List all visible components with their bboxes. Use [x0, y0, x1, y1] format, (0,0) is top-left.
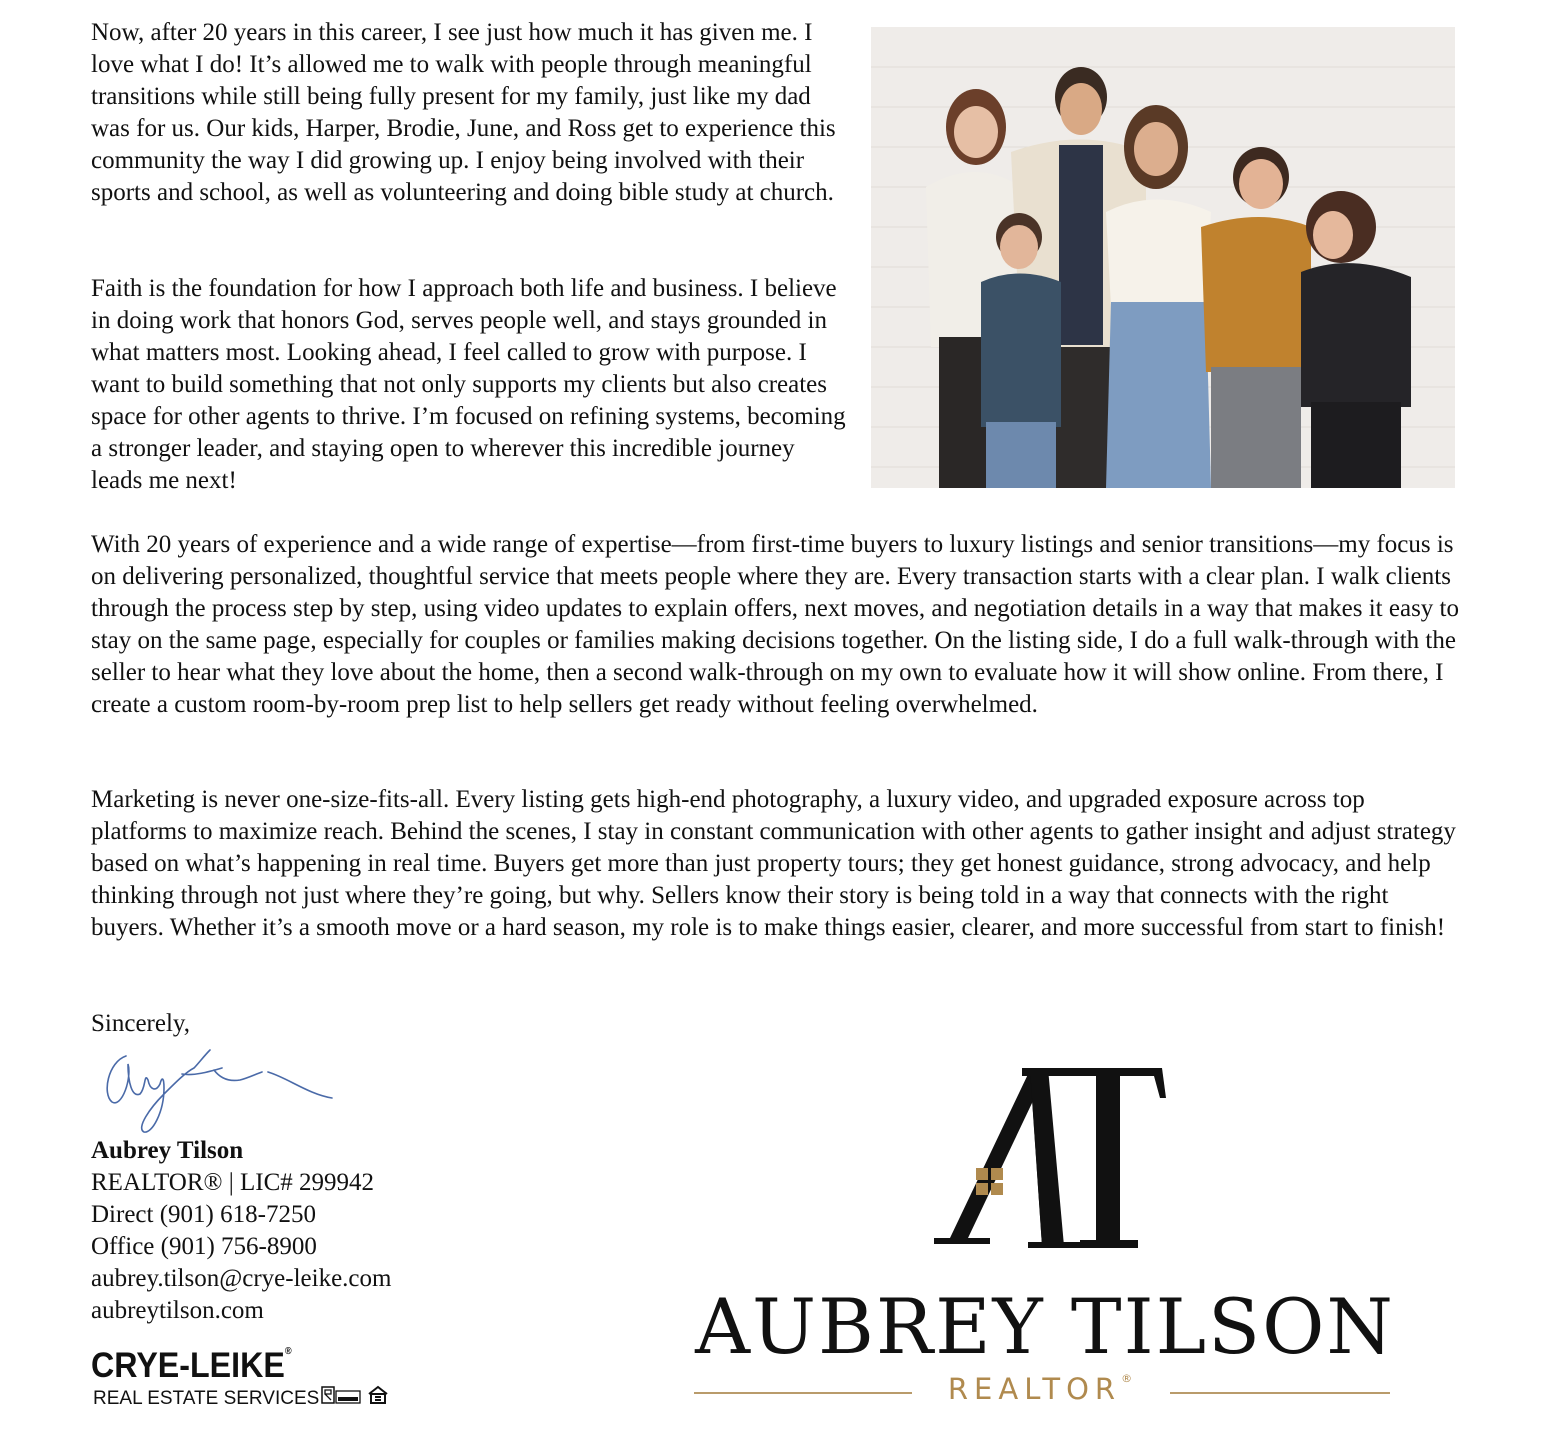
- brokerage-logo: [91, 1346, 411, 1416]
- office-phone: Office (901) 756-8900: [91, 1233, 317, 1260]
- signature-block: [91, 1135, 391, 1327]
- paragraph-faith: Faith is the foundation for how I approach both life and business. I believe in doing work that honors God, serves people well, and stays grounded in what matters most. Looking ahead, I feel called to grow with purpose. I want to build something that not only supports my clients but also creates space for other agents to thrive. I’m focused on refining systems, becoming a stronger leader, and staying open to wherever this incredible journey leads me next!: [91, 275, 846, 494]
- brokerage-name-text: CRYE-LEIKE: [91, 1346, 285, 1385]
- direct-phone: Direct (901) 618-7250: [91, 1201, 316, 1228]
- equal-housing-icon: [367, 1384, 389, 1406]
- paragraph-family: Now, after 20 years in this career, I see just how much it has given me. I love what I do! It’s allowed me to walk with people through meaningful transitions while still being fully present for my family, just like my dad was for us. Our kids, Harper, Brodie, June, and Ross get to experience this community the way I did growing up. I enjoy being involved with their sports and school, as well as volunteering and doing bible study at church.: [91, 19, 836, 206]
- website[interactable]: aubreytilson.com: [91, 1297, 264, 1324]
- paragraph-marketing: Marketing is never one-size-fits-all. Every listing gets high-end photography, a luxury video, and upgraded exposure across top platforms to maximize reach. Behind the scenes, I stay in constant communication with other agents to gather insight and adjust strategy based on what’s happening in real time. Buyers get more than just property tours; they get honest guidance, strong advocacy, and help thinking through not just where they’re going, but why. Sellers know their story is being told in a way that connects with the right buyers. Whether it’s a smooth move or a hard season, my role is to make things easier, clearer, and more successful from start to finish!: [91, 786, 1456, 941]
- logo-subtitle: [920, 1372, 1160, 1406]
- brokerage-subtitle: REAL ESTATE SERVICES: [93, 1388, 320, 1409]
- brokerage-registered-mark: ®: [284, 1346, 292, 1357]
- paragraph-experience: With 20 years of experience and a wide range of expertise—from first-time buyers to luxury listings and senior transitions—my focus is on delivering personalized, thoughtful service that meets people where they are. Every transaction starts with a clear plan. I walk clients through the process step by step, using video updates to explain offers, next moves, and negotiation details in a way that makes it easy to stay on the same page, especially for couples or families making decisions together. On the listing side, I do a full walk-through with the seller to hear what they love about the home, then a second walk-through on my own to evaluate how it will show online. From there, I create a custom room-by-room prep list to help sellers get ready without feeling overwhelmed.: [91, 531, 1459, 718]
- logo-registered-mark: ®: [1121, 1372, 1133, 1385]
- closing: Sincerely,: [91, 1010, 191, 1037]
- agent-logo: [690, 1060, 1400, 1420]
- logo-subtitle-text: REALTOR: [947, 1372, 1122, 1406]
- logo-rule-right: [1170, 1392, 1390, 1394]
- at-monogram: [910, 1060, 1170, 1255]
- brokerage-name: [91, 1346, 292, 1386]
- agent-title: REALTOR® | LIC# 299942: [91, 1169, 375, 1196]
- logo-name: AUBREY TILSON: [695, 1282, 1395, 1371]
- email[interactable]: aubrey.tilson@crye-leike.com: [91, 1265, 392, 1292]
- family-photo: [871, 27, 1455, 488]
- logo-rule-left: [694, 1392, 912, 1394]
- agent-name: Aubrey Tilson: [91, 1137, 244, 1164]
- handwritten-signature: [98, 1042, 348, 1138]
- realtor-mls-icon: [321, 1385, 361, 1405]
